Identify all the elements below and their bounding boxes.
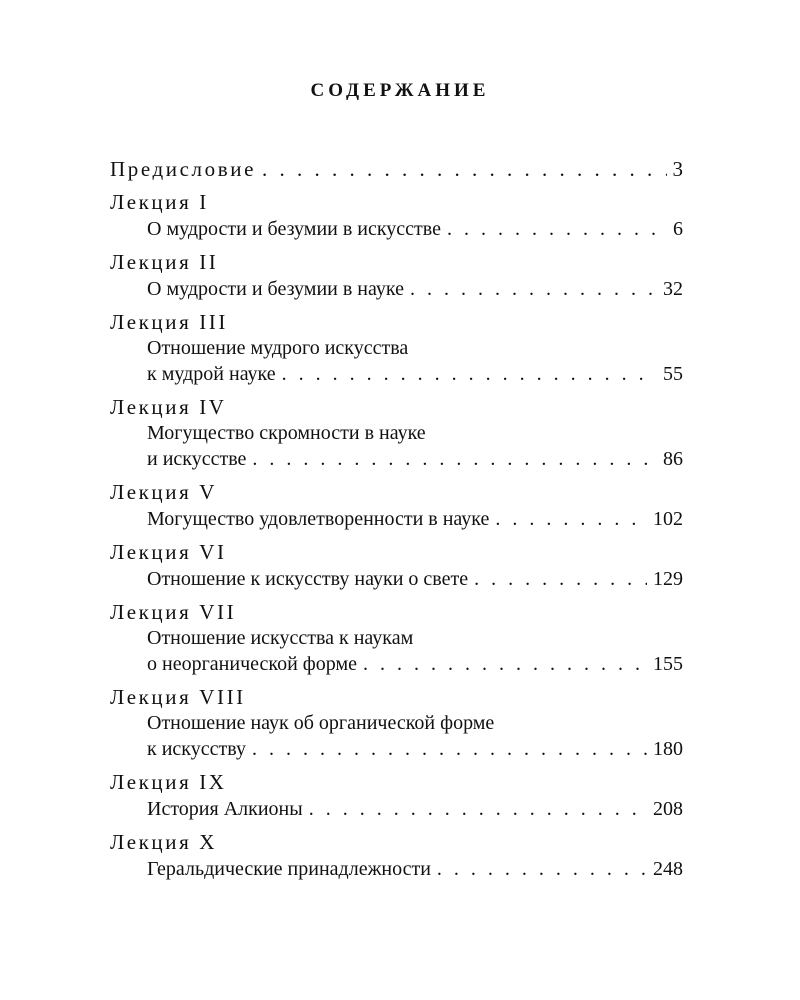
lecture-heading: Лекция VII — [110, 600, 237, 624]
table-of-contents — [110, 157, 683, 882]
leader-dots — [252, 736, 647, 762]
leader-dots — [309, 796, 647, 822]
page-number: 86 — [663, 448, 683, 470]
toc-entry-line: Отношение наук об органической форме — [147, 712, 495, 734]
lecture-heading: Лекция I — [110, 190, 209, 214]
toc-lecture — [110, 539, 683, 592]
toc-lecture — [110, 309, 683, 387]
lecture-heading: Лекция X — [110, 830, 217, 854]
toc-lecture — [110, 769, 683, 822]
toc-entry-label: Отношение к искусству науки о свете — [147, 568, 469, 590]
toc-lecture — [110, 599, 683, 677]
toc-entry — [110, 506, 683, 532]
page-number: 129 — [653, 568, 683, 590]
toc-entry — [110, 796, 683, 822]
toc-lecture — [110, 249, 683, 302]
leader-dots — [437, 856, 647, 882]
lecture-heading: Лекция II — [110, 250, 219, 274]
toc-entry — [110, 361, 683, 387]
toc-lecture — [110, 829, 683, 882]
page-number: 3 — [672, 157, 683, 181]
lecture-heading: Лекция VIII — [110, 685, 246, 709]
toc-entry-label: и искусстве — [147, 448, 247, 470]
leader-dots — [262, 157, 666, 182]
toc-lecture — [110, 479, 683, 532]
toc-lecture — [110, 189, 683, 242]
leader-dots — [363, 651, 647, 677]
toc-entry-label: к мудрой науке — [147, 363, 276, 385]
toc-entry-label: О мудрости и безумии в искусстве — [147, 218, 442, 240]
toc-entry-label: Предисловие — [110, 157, 257, 181]
toc-entry-line: Могущество скромности в науке — [147, 422, 426, 444]
toc-entry — [110, 276, 683, 302]
toc-entry-label: Геральдические принадлежности — [147, 858, 431, 880]
toc-entry-label: о неорганической форме — [147, 653, 357, 675]
toc-entry-line: Отношение искусства к наукам — [147, 627, 414, 649]
toc-entry-preface — [110, 157, 683, 182]
lecture-heading: Лекция VI — [110, 540, 227, 564]
page-number: 180 — [653, 738, 683, 760]
lecture-heading: Лекция III — [110, 310, 228, 334]
lecture-heading: Лекция IV — [110, 395, 227, 419]
toc-entry-label: Могущество удовлетворенности в науке — [147, 508, 490, 530]
page-title: СОДЕРЖАНИЕ — [310, 80, 490, 101]
toc-entry-label: к искусству — [147, 738, 246, 760]
toc-lecture — [110, 684, 683, 762]
toc-entry — [110, 566, 683, 592]
toc-entry-line: Отношение мудрого искусства — [147, 337, 409, 359]
toc-entry-label: История Алкионы — [147, 798, 303, 820]
toc-entry — [110, 736, 683, 762]
leader-dots — [410, 276, 657, 302]
toc-entry-label: О мудрости и безумии в науке — [147, 278, 404, 300]
leader-dots — [474, 566, 647, 592]
leader-dots — [282, 361, 657, 387]
toc-entry — [110, 216, 683, 242]
page-number: 102 — [653, 508, 683, 530]
page-number: 208 — [653, 798, 683, 820]
page-number: 55 — [663, 363, 683, 385]
leader-dots — [252, 446, 657, 472]
toc-lecture — [110, 394, 683, 472]
toc-entry — [110, 651, 683, 677]
toc-entry — [110, 856, 683, 882]
page-number: 6 — [673, 218, 683, 240]
leader-dots — [447, 216, 667, 242]
page-number: 248 — [653, 858, 683, 880]
page-number: 155 — [653, 653, 683, 675]
toc-entry — [110, 446, 683, 472]
page-number: 32 — [663, 278, 683, 300]
lecture-heading: Лекция V — [110, 480, 217, 504]
leader-dots — [495, 506, 647, 532]
lecture-heading: Лекция IX — [110, 770, 227, 794]
